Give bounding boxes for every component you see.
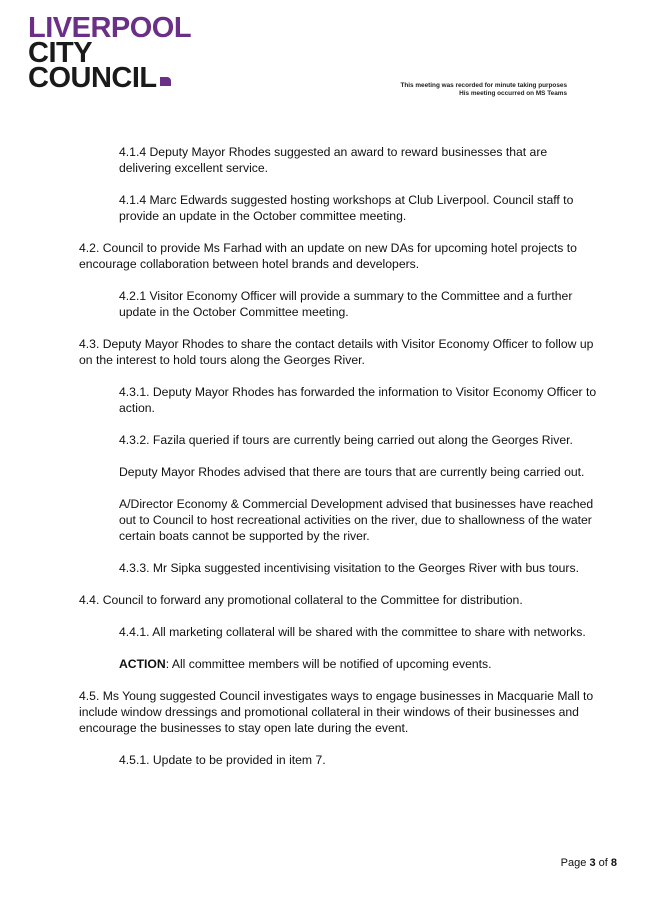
- page-total: 8: [610, 857, 617, 869]
- paragraph: 4.3. Deputy Mayor Rhodes to share the contact details with Visitor Economy Officer to follow up on the interest to hold tours along the Georges River.: [79, 337, 594, 367]
- recording-note-line2: His meeting occurred on MS Teams: [459, 90, 567, 97]
- paragraph: 4.2. Council to provide Ms Farhad with an update on new DAs for upcoming hotel projects to encourage collaboration between hotel brands and developers.: [79, 241, 577, 271]
- paragraph: 4.2.1 Visitor Economy Officer will provide a summary to the Committee and a further update in the October Committee meeting.: [119, 289, 573, 319]
- paragraph: 4.3.1. Deputy Mayor Rhodes has forwarded the information to Visitor Economy Officer to action.: [119, 385, 597, 415]
- paragraph: 4.3.2. Fazila queried if tours are currently being carried out along the Georges River.: [119, 433, 573, 447]
- action-text: : All committee members will be notified of upcoming events.: [165, 657, 492, 671]
- paragraph: 4.3.3. Mr Sipka suggested incentivising visitation to the Georges River with bus tours.: [119, 561, 579, 575]
- minutes-body: [79, 144, 599, 784]
- logo-council-text: COUNCIL: [28, 62, 157, 94]
- of-label: of: [598, 857, 608, 869]
- paragraph: 4.4. Council to forward any promotional collateral to the Committee for distribution.: [79, 593, 523, 607]
- logo-line-liverpool: LIVERPOOL: [28, 12, 192, 44]
- paragraph: 4.1.4 Deputy Mayor Rhodes suggested an award to reward businesses that are delivering excellent service.: [119, 145, 548, 175]
- logo-line-city: CITY: [28, 37, 93, 69]
- paragraph: A/Director Economy & Commercial Development advised that businesses have reached out to Council to host recreational activities on the river, due to shallowness of the water certain boats cannot be supported by the river.: [119, 497, 594, 543]
- action-label: ACTION: [119, 657, 166, 671]
- paragraph: Deputy Mayor Rhodes advised that there are tours that are currently being carried out.: [119, 465, 585, 479]
- logo-mark-icon: [160, 77, 171, 86]
- action-paragraph: [119, 656, 599, 672]
- page-current: 3: [589, 857, 596, 869]
- paragraph: 4.5.1. Update to be provided in item 7.: [119, 753, 326, 767]
- recording-note-line1: This meeting was recorded for minute taking purposes: [400, 82, 567, 89]
- page-label: Page: [560, 857, 587, 869]
- logo-line-council: [28, 62, 191, 94]
- paragraph: 4.5. Ms Young suggested Council investigates ways to engage businesses in Macquarie Mall to include window dressings and promotional collateral in their windows of their businesses and encourage the businesses to stay open late during the event.: [79, 689, 594, 735]
- page-number: [561, 857, 617, 869]
- council-logo: [28, 12, 192, 94]
- paragraph: 4.1.4 Marc Edwards suggested hosting workshops at Club Liverpool. Council staff to provide an update in the October committee meeting.: [119, 193, 574, 223]
- paragraph: 4.4.1. All marketing collateral will be shared with the committee to share with networks.: [119, 625, 586, 639]
- recording-note: [400, 82, 567, 98]
